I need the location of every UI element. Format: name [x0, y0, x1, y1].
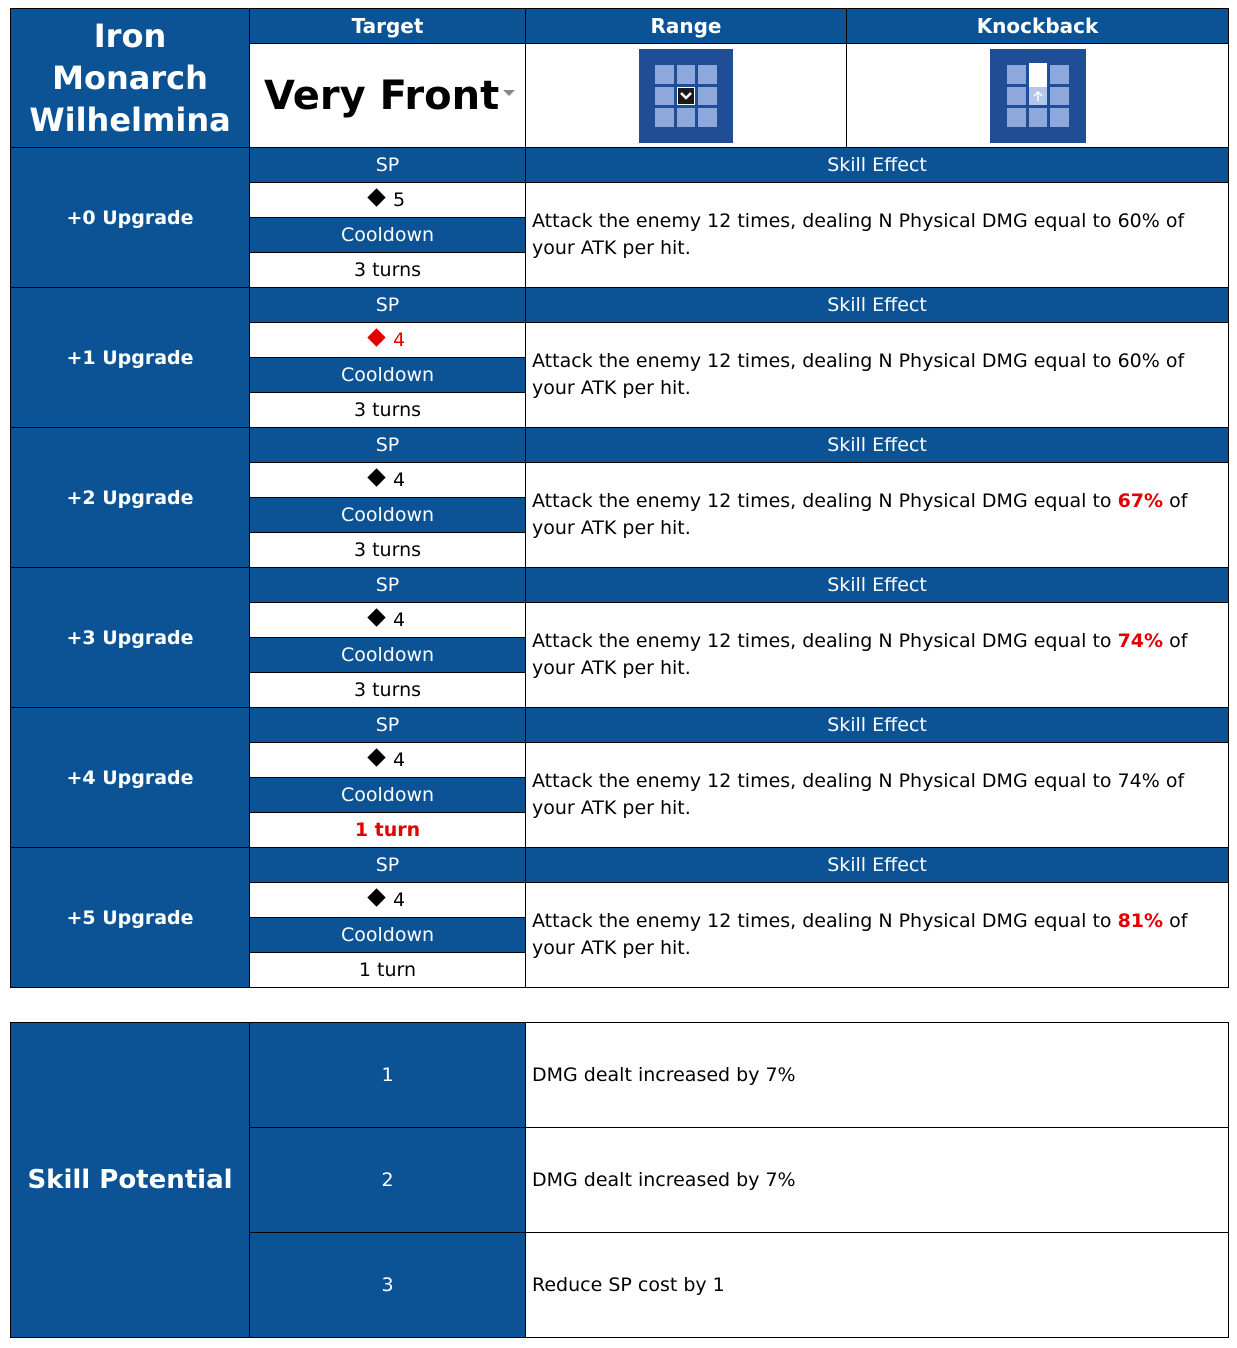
upgrade-label: +1 Upgrade	[11, 288, 250, 428]
upgrade-label: +5 Upgrade	[11, 848, 250, 988]
character-name-line1: Iron Monarch	[52, 17, 208, 97]
sp-number: 5	[392, 189, 406, 211]
cooldown-value: 3 turns	[250, 253, 526, 288]
sp-value	[250, 183, 526, 218]
cooldown-header: Cooldown	[250, 918, 526, 953]
sp-value	[250, 743, 526, 778]
skill-potential-table	[10, 1022, 1229, 1338]
sp-value	[250, 603, 526, 638]
effect-part: Attack the enemy 12 times, dealing N Physical DMG equal to	[532, 490, 1118, 512]
skill-effect-header: Skill Effect	[526, 848, 1229, 883]
skill-potential-title: Skill Potential	[11, 1023, 250, 1338]
effect-part: Attack the enemy 12 times, dealing N Physical DMG equal to	[532, 350, 1118, 372]
effect-part: of your ATK per hit.	[532, 630, 1188, 679]
sp-header: SP	[250, 708, 526, 743]
sp-header: SP	[250, 288, 526, 323]
effect-percent: 74%	[1117, 630, 1164, 652]
character-name-line2: Wilhelmina	[29, 101, 231, 139]
effect-part: of your ATK per hit.	[532, 350, 1185, 399]
effect-part: Attack the enemy 12 times, dealing N Physical DMG equal to	[532, 770, 1118, 792]
sp-number: 4	[392, 749, 406, 771]
upgrade-label: +4 Upgrade	[11, 708, 250, 848]
sp-header: SP	[250, 428, 526, 463]
skill-effect-text	[526, 183, 1229, 288]
skill-effect-text	[526, 883, 1229, 988]
sp-header: SP	[250, 148, 526, 183]
effect-part: of your ATK per hit.	[532, 770, 1185, 819]
effect-part: of your ATK per hit.	[532, 210, 1185, 259]
potential-text: DMG dealt increased by 7%	[526, 1128, 1229, 1233]
sp-number: 4	[392, 469, 406, 491]
cooldown-header: Cooldown	[250, 498, 526, 533]
cooldown-header: Cooldown	[250, 778, 526, 813]
sp-header: SP	[250, 848, 526, 883]
sp-number: 4	[392, 329, 406, 351]
skill-effect-header: Skill Effect	[526, 708, 1229, 743]
effect-part: Attack the enemy 12 times, dealing N Physical DMG equal to	[532, 210, 1118, 232]
potential-text: Reduce SP cost by 1	[526, 1233, 1229, 1338]
range-header: Range	[526, 9, 847, 44]
diamond-icon	[367, 468, 385, 486]
potential-number: 3	[250, 1233, 526, 1338]
potential-number: 2	[250, 1128, 526, 1233]
upgrade-label: +2 Upgrade	[11, 428, 250, 568]
knockback-cell	[847, 44, 1229, 148]
skill-effect-header: Skill Effect	[526, 288, 1229, 323]
sp-header: SP	[250, 568, 526, 603]
knockback-grid-icon	[990, 49, 1086, 143]
target-header: Target	[250, 9, 526, 44]
effect-percent: 60%	[1117, 210, 1160, 232]
effect-part: Attack the enemy 12 times, dealing N Physical DMG equal to	[532, 910, 1118, 932]
effect-part: of your ATK per hit.	[532, 490, 1188, 539]
skill-effect-text	[526, 323, 1229, 428]
potential-text: DMG dealt increased by 7%	[526, 1023, 1229, 1128]
potential-number: 1	[250, 1023, 526, 1128]
target-value: Very Front	[264, 72, 500, 119]
knockback-header: Knockback	[847, 9, 1229, 44]
effect-percent: 81%	[1117, 910, 1164, 932]
cooldown-header: Cooldown	[250, 638, 526, 673]
effect-percent: 60%	[1117, 350, 1160, 372]
diamond-icon	[367, 188, 385, 206]
diamond-icon	[367, 608, 385, 626]
sp-number: 4	[392, 889, 406, 911]
cooldown-value: 1 turn	[250, 953, 526, 988]
upgrade-label: +0 Upgrade	[11, 148, 250, 288]
cooldown-value: 3 turns	[250, 673, 526, 708]
cooldown-value: 1 turn	[250, 813, 526, 848]
effect-part: of your ATK per hit.	[532, 910, 1188, 959]
range-grid-icon	[639, 49, 733, 143]
skill-effect-header: Skill Effect	[526, 568, 1229, 603]
skill-effect-header: Skill Effect	[526, 148, 1229, 183]
effect-percent: 74%	[1117, 770, 1160, 792]
skill-effect-text	[526, 743, 1229, 848]
range-cell	[526, 44, 847, 148]
upgrade-label: +3 Upgrade	[11, 568, 250, 708]
diamond-icon	[367, 748, 385, 766]
skill-table	[10, 8, 1229, 988]
cooldown-value: 3 turns	[250, 393, 526, 428]
sp-value	[250, 883, 526, 918]
diamond-icon	[367, 328, 385, 346]
sp-number: 4	[392, 609, 406, 631]
character-name	[11, 9, 250, 148]
skill-effect-text	[526, 463, 1229, 568]
effect-part: Attack the enemy 12 times, dealing N Physical DMG equal to	[532, 630, 1118, 652]
skill-effect-text	[526, 603, 1229, 708]
effect-percent: 67%	[1117, 490, 1164, 512]
cooldown-value: 3 turns	[250, 533, 526, 568]
sp-value	[250, 463, 526, 498]
diamond-icon	[367, 888, 385, 906]
target-dropdown[interactable]	[250, 44, 526, 148]
dropdown-arrow-icon[interactable]	[503, 90, 515, 96]
sp-value	[250, 323, 526, 358]
cooldown-header: Cooldown	[250, 358, 526, 393]
skill-effect-header: Skill Effect	[526, 428, 1229, 463]
cooldown-header: Cooldown	[250, 218, 526, 253]
